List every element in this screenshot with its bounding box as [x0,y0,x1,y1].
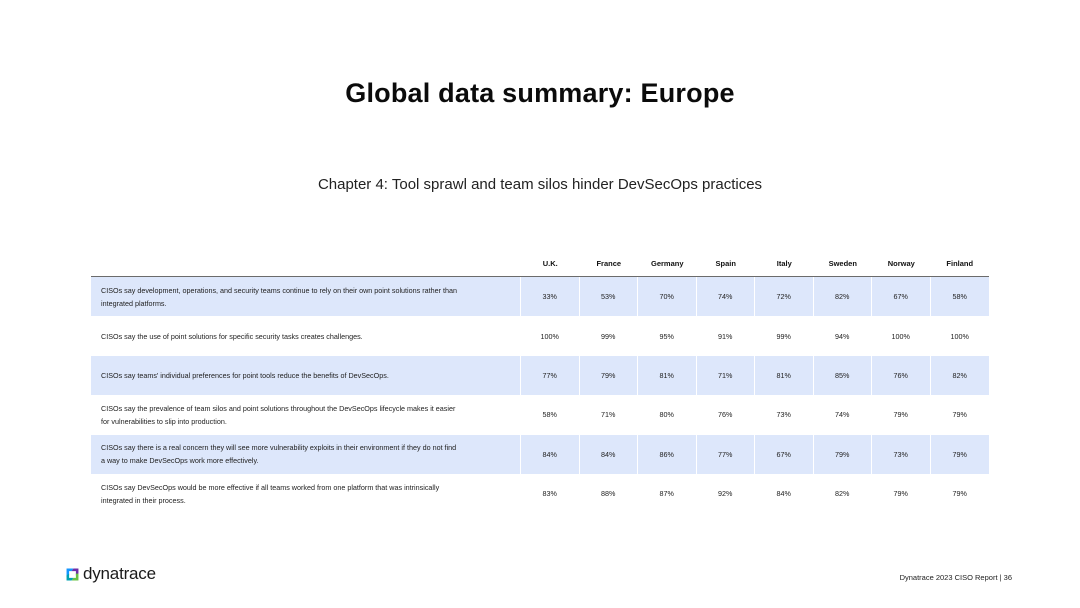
table-row [91,316,989,355]
table-cell: 92% [697,474,756,513]
row-label: CISOs say the prevalence of team silos and point solutions throughout the DevSecOps lifecycle makes it easier for vulnerabilities to slip into production. [91,395,521,434]
table-cell: 79% [580,356,639,395]
table-cell: 91% [697,316,756,355]
table-cell: 79% [931,435,990,474]
table-cell: 76% [872,356,931,395]
page-title: Global data summary: Europe [345,78,735,108]
chapter-subtitle: Chapter 4: Tool sprawl and team silos hinder DevSecOps practices [317,176,763,193]
table-cell: 53% [580,277,639,316]
table-cell: 58% [521,395,580,434]
table-cell: 79% [952,489,967,499]
table-cell: 70% [638,277,697,316]
table-cell: 33% [521,277,580,316]
row-label: CISOs say teams' individual preferences for point tools reduce the benefits of DevSecOps. [91,356,521,395]
table-cell: 79% [814,435,873,474]
table-cell: 99% [580,316,639,355]
row-label: CISOs say development, operations, and security teams continue to rely on their own point solutions rather than integrated platforms. [91,277,521,316]
table-cell: 58% [931,277,990,316]
table-cell: 76% [697,395,756,434]
column-header: Germany [638,250,697,277]
header-blank [91,250,521,277]
column-header: Finland [931,250,990,277]
table-row [91,356,989,395]
logo-wordmark: dynatrace [83,564,156,583]
table-cell: 67% [872,277,931,316]
table-cell: 100% [950,331,969,341]
table-cell: 88% [580,474,639,513]
table-cell: 67% [755,435,814,474]
table-cell: 77% [697,435,756,474]
table-cell: 84% [755,474,814,513]
table-cell: 71% [697,356,756,395]
footer-page-info: Dynatrace 2023 CISO Report | 36 [899,573,1012,582]
table-cell: 82% [931,356,990,395]
table-row [91,395,989,434]
table-cell: 87% [638,474,697,513]
data-table [91,250,989,513]
table-cell: 79% [872,474,931,513]
table-cell: 82% [814,277,873,316]
table-cell: 71% [580,395,639,434]
table-cell: 79% [952,410,967,420]
table-cell: 84% [580,435,639,474]
column-header: Sweden [814,250,873,277]
dynatrace-logo-icon [64,566,81,583]
table-cell: 82% [814,474,873,513]
table-cell: 81% [755,356,814,395]
table-cell: 74% [697,277,756,316]
row-label: CISOs say the use of point solutions for specific security tasks creates challenges. [91,316,521,355]
table-cell: 79% [872,395,931,434]
column-header: Spain [697,250,756,277]
table-cell: 86% [638,435,697,474]
table-row [91,277,989,316]
table-cell: 74% [814,395,873,434]
table-cell: 81% [638,356,697,395]
table-row [91,435,989,474]
table-cell: 85% [814,356,873,395]
table-cell: 83% [521,474,580,513]
table-header-row [91,250,989,277]
column-header: Italy [755,250,814,277]
table-cell: 100% [521,316,580,355]
column-header: Norway [872,250,931,277]
table-cell: 100% [872,316,931,355]
table-cell: 94% [814,316,873,355]
row-label: CISOs say there is a real concern they will see more vulnerability exploits in their environment if they do not find a way to make DevSecOps work more effectively. [91,435,521,474]
table-cell: 99% [755,316,814,355]
table-cell: 73% [872,435,931,474]
dynatrace-logo [64,564,156,584]
row-label: CISOs say DevSecOps would be more effective if all teams worked from one platform that was intrinsically integrated in their process. [91,474,521,513]
column-header: U.K. [521,250,580,277]
table-cell: 77% [521,356,580,395]
table-cell: 72% [755,277,814,316]
table-cell: 80% [638,395,697,434]
table-cell: 95% [638,316,697,355]
column-header: France [580,250,639,277]
table-cell: 84% [521,435,580,474]
table-cell: 73% [755,395,814,434]
table-row [91,474,989,513]
